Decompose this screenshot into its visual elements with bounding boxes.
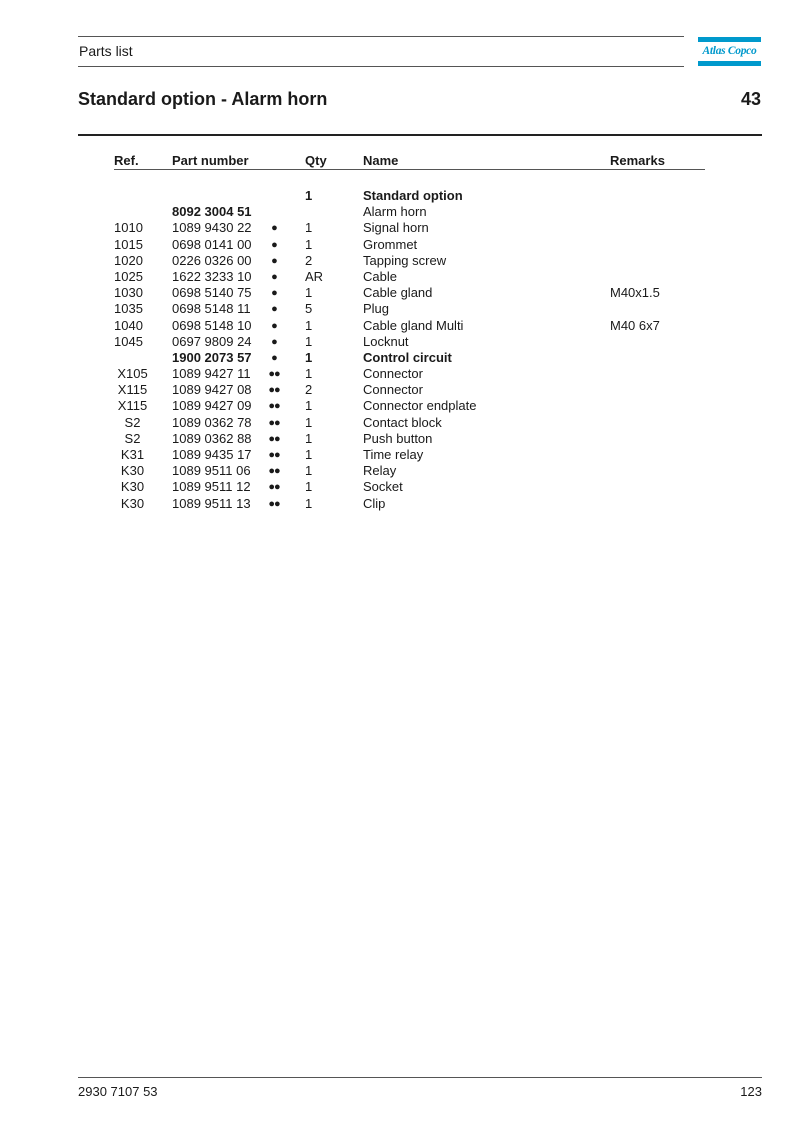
section-label: Parts list xyxy=(79,43,133,59)
part-number-cell: 0698 5148 11 xyxy=(172,301,251,317)
part-number-cell: 1089 9430 22 xyxy=(172,220,252,236)
logo-wordmark: Atlas Copco xyxy=(702,45,757,57)
ref-cell: K31 xyxy=(120,447,145,462)
qty-cell: 1 xyxy=(305,463,313,479)
table-row xyxy=(0,253,800,269)
table-row xyxy=(0,431,800,447)
table-row xyxy=(0,382,800,398)
table-row xyxy=(0,463,800,479)
table-row xyxy=(0,301,800,317)
column-header-part-number: Part number xyxy=(172,153,249,168)
part-number-cell: 1089 9511 12 xyxy=(172,479,251,495)
qty-cell: 1 xyxy=(305,495,313,511)
name-cell: Cable gland Multi xyxy=(363,317,464,333)
name-cell: Clip xyxy=(363,495,386,511)
table-row xyxy=(0,188,800,204)
qty-cell: 1 xyxy=(305,236,313,252)
ref-cell: K30 xyxy=(120,463,145,479)
name-cell: Relay xyxy=(363,463,397,479)
table-row xyxy=(0,237,800,253)
name-cell: Control circuit xyxy=(363,349,452,365)
column-header-ref: Ref. xyxy=(114,153,139,168)
level-indicator: ● xyxy=(271,319,277,332)
table-row xyxy=(0,447,800,463)
header-top-rule xyxy=(78,36,684,37)
column-header-qty: Qty xyxy=(305,153,327,168)
level-indicator: ●● xyxy=(268,384,280,397)
parts-table xyxy=(0,188,800,512)
part-number-cell: 1089 9435 17 xyxy=(172,447,252,462)
name-cell: Standard option xyxy=(363,188,463,203)
table-row xyxy=(0,366,800,382)
ref-cell: 1015 xyxy=(114,236,143,252)
part-number-cell: 1089 9427 11 xyxy=(172,366,251,382)
level-indicator: ● xyxy=(271,335,277,348)
level-indicator: ●● xyxy=(268,449,280,461)
ref-cell: 1045 xyxy=(114,333,143,349)
part-number-cell: 1089 9427 09 xyxy=(172,398,252,414)
qty-cell: 1 xyxy=(305,430,313,446)
logo-bottom-bar xyxy=(698,61,761,66)
ref-cell: 1030 xyxy=(114,285,143,301)
table-row xyxy=(0,479,800,495)
ref-cell: X115 xyxy=(117,382,148,398)
name-cell: Contact block xyxy=(363,414,442,430)
qty-cell: 1 xyxy=(305,447,313,462)
part-number-cell: 8092 3004 51 xyxy=(172,204,252,220)
name-cell: Connector xyxy=(363,366,423,382)
qty-cell: 1 xyxy=(305,349,313,365)
level-indicator: ● xyxy=(271,303,277,316)
table-row xyxy=(0,220,800,236)
part-number-cell: 1089 9511 06 xyxy=(172,463,251,479)
level-indicator: ● xyxy=(271,270,277,283)
qty-cell: 2 xyxy=(305,382,313,398)
table-row xyxy=(0,496,800,512)
atlas-copco-logo xyxy=(698,37,761,67)
ref-cell: X105 xyxy=(117,366,148,382)
level-indicator: ●● xyxy=(268,400,280,413)
name-cell: Socket xyxy=(363,479,403,495)
table-row xyxy=(0,269,800,285)
document-number: 2930 7107 53 xyxy=(78,1084,158,1099)
ref-cell: 1040 xyxy=(114,317,143,333)
part-number-cell: 1622 3233 10 xyxy=(172,268,252,284)
qty-cell: 1 xyxy=(305,414,313,430)
name-cell: Cable gland xyxy=(363,285,433,301)
part-number-cell: 0698 5148 10 xyxy=(172,317,252,333)
table-row xyxy=(0,285,800,301)
qty-cell: 1 xyxy=(305,317,313,333)
level-indicator: ● xyxy=(271,238,277,251)
ref-cell: 1020 xyxy=(114,252,143,268)
name-cell: Connector endplate xyxy=(363,398,477,414)
part-number-cell: 1089 9427 08 xyxy=(172,382,252,398)
qty-cell: 1 xyxy=(305,398,313,414)
remarks-cell: M40 6x7 xyxy=(610,317,660,333)
ref-cell: S2 xyxy=(124,414,141,430)
name-cell: Push button xyxy=(363,430,433,446)
ref-cell: K30 xyxy=(120,479,145,495)
page-number: 123 xyxy=(740,1084,762,1099)
name-cell: Signal horn xyxy=(363,220,429,236)
level-indicator: ● xyxy=(271,254,277,267)
ref-cell: K30 xyxy=(120,495,145,511)
title-rule xyxy=(78,134,762,136)
part-number-cell: 0698 5140 75 xyxy=(172,285,252,301)
qty-cell: 1 xyxy=(305,479,313,495)
qty-cell: 5 xyxy=(305,301,313,317)
name-cell: Time relay xyxy=(363,447,424,462)
footer-rule xyxy=(78,1077,762,1078)
name-cell: Connector xyxy=(363,382,423,398)
ref-cell: 1035 xyxy=(114,301,143,317)
name-cell: Grommet xyxy=(363,236,418,252)
table-row xyxy=(0,204,800,220)
table-row xyxy=(0,415,800,431)
part-number-cell: 1089 0362 88 xyxy=(172,430,252,446)
table-row xyxy=(0,318,800,334)
qty-cell: 1 xyxy=(305,220,313,236)
part-number-cell: 0697 9809 24 xyxy=(172,333,252,349)
section-number: 43 xyxy=(740,89,761,109)
ref-cell: 1010 xyxy=(114,220,143,236)
level-indicator: ● xyxy=(271,222,277,235)
table-row xyxy=(0,334,800,350)
remarks-cell: M40x1.5 xyxy=(610,285,660,301)
qty-cell: 2 xyxy=(305,252,313,268)
level-indicator: ●● xyxy=(268,465,280,478)
level-indicator: ●● xyxy=(268,368,280,381)
qty-cell: 1 xyxy=(305,333,313,349)
level-indicator: ●● xyxy=(268,481,280,494)
page-title: Standard option - Alarm horn xyxy=(78,89,328,109)
part-number-cell: 0226 0326 00 xyxy=(172,252,252,268)
name-cell: Tapping screw xyxy=(363,252,447,268)
name-cell: Alarm horn xyxy=(363,204,427,220)
part-number-cell: 1089 0362 78 xyxy=(172,414,252,430)
qty-cell: 1 xyxy=(305,188,313,203)
column-header-remarks: Remarks xyxy=(610,153,665,168)
ref-cell: X115 xyxy=(117,398,148,414)
part-number-cell: 0698 0141 00 xyxy=(172,236,252,252)
column-header-rule xyxy=(114,169,705,170)
column-header-name: Name xyxy=(363,153,399,168)
ref-cell: S2 xyxy=(124,430,141,446)
name-cell: Plug xyxy=(363,301,390,317)
level-indicator: ●● xyxy=(268,416,280,429)
qty-cell: AR xyxy=(305,268,324,284)
level-indicator: ●● xyxy=(268,432,280,445)
logo-top-bar xyxy=(698,37,761,42)
qty-cell: 1 xyxy=(305,285,313,301)
level-indicator: ● xyxy=(271,351,277,364)
table-row xyxy=(0,398,800,414)
part-number-cell: 1089 9511 13 xyxy=(172,495,251,511)
name-cell: Locknut xyxy=(363,333,409,349)
level-indicator: ●● xyxy=(268,497,280,510)
level-indicator: ● xyxy=(271,287,277,300)
table-row xyxy=(0,350,800,366)
name-cell: Cable xyxy=(363,268,397,284)
header-bottom-rule xyxy=(78,66,684,67)
part-number-cell: 1900 2073 57 xyxy=(172,349,252,365)
ref-cell: 1025 xyxy=(114,268,143,284)
qty-cell: 1 xyxy=(305,366,313,382)
